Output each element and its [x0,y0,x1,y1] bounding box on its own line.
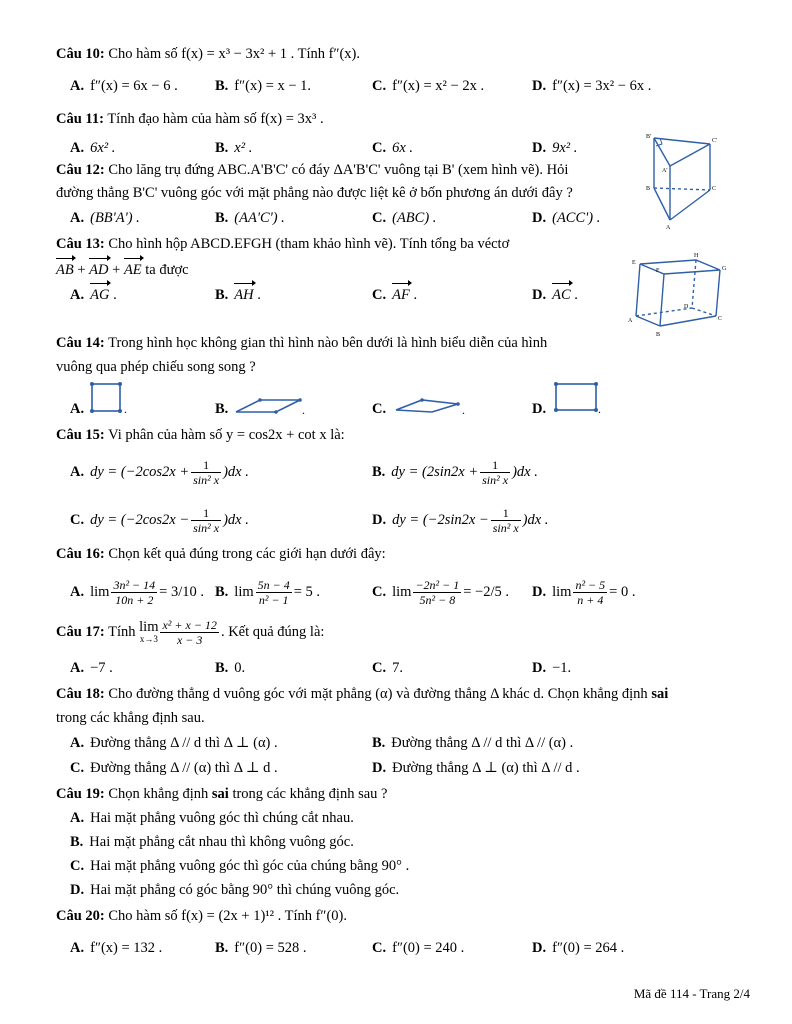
option-label: C. [372,287,387,303]
option-label: D. [372,760,387,776]
option-d: f″(0) = 264 . [552,940,625,956]
options-row [70,452,770,492]
option-label: D. [532,210,547,226]
question-14 [56,333,547,353]
question-20 [56,906,347,926]
option-label: D. [532,940,547,956]
option-label: B. [215,401,229,417]
option-d: = 0 . [609,583,636,600]
box-figure [628,250,738,340]
question-text: đường thẳng B'C' vuông góc với mặt phẳng nào được liệt kê ở bốn phương án dưới đây ? [56,185,573,201]
option-label: C. [70,858,85,874]
option-b: AH [234,287,254,303]
option-d: f″(x) = 3x² − 6x . [552,78,652,94]
option-b: = 5 . [293,583,321,600]
option-label: D. [532,401,547,417]
question-13 [56,234,509,254]
question-text: ta được [145,262,189,278]
option-punct: . [257,287,261,303]
option-punct: . [413,287,418,303]
option-c: f″(0) = 240 . [392,940,465,956]
question-text: Chọn kết quả đúng trong các giới hạn dưới đây: [108,546,386,562]
option-c: f″(x) = x² − 2x . [392,78,485,94]
question-text: Cho hàm số f(x) = x³ − 3x² + 1 . Tính f″(x). [108,46,361,62]
option-d: AC [552,287,571,303]
option-punct: . [574,287,578,303]
option-label: D. [532,660,547,676]
question-text: Cho đường thẳng d vuông góc với mặt phẳng (α) và đường thẳng Δ khác d. Chọn khẳng định [108,686,648,702]
figure-label: C [718,316,723,322]
option-label: C. [372,940,387,956]
question-text: Cho lăng trụ đứng ABC.A'B'C' có đáy ΔA'B'C' vuông tại B' (xem hình vẽ). Hỏi [108,162,569,178]
question-14-cont [56,357,256,377]
figure-label: C' [712,138,718,144]
option-label: C. [70,760,85,776]
figure-label: A [628,318,633,324]
option-d: dy = (−2sin2x − [392,511,489,528]
option-c: AF [392,287,410,303]
option-d: Đường thẳng Δ ⊥ (α) thì Δ // d . [392,760,580,776]
option-label: A. [70,463,85,480]
option-a: f″(x) = 6x − 6 . [90,78,178,94]
figure-label: A' [662,168,668,174]
question-12 [56,160,568,180]
options-row [70,500,770,540]
option-row-a [70,808,354,828]
square-option-a-figure [88,381,128,415]
option-label: B. [372,735,386,751]
question-text: Cho hàm số f(x) = (2x + 1)¹² . Tính f″(0). [108,908,347,924]
question-text-end: . Kết quả đúng là: [220,623,325,640]
option-label: D. [532,583,547,600]
figure-label: B [646,186,651,192]
option-label: B. [215,210,229,226]
option-label: B. [215,287,229,303]
rectangle-option-d-figure [552,381,608,415]
option-label: C. [372,660,387,676]
vector-ab: AB [56,262,74,278]
question-number: Câu 17: [56,623,105,640]
option-c: 7. [392,660,403,676]
option-label: A. [70,583,85,600]
question-number: Câu 11: [56,111,104,127]
option-label: C. [70,511,85,528]
option-label: B. [215,660,229,676]
question-text: trong các khẳng định sau. [56,710,205,726]
figure-label: H [694,253,699,259]
question-text: vuông qua phép chiếu song song ? [56,359,256,375]
question-number: Câu 15: [56,427,105,443]
option-label: A. [70,940,85,956]
option-d: 9x² . [552,140,578,156]
option-a: (BB'A') . [90,210,140,226]
rhombus-option-c-figure [392,396,472,416]
question-15 [56,425,345,445]
option-label: B. [70,834,84,850]
figure-label: F [656,268,660,274]
option-b: x² . [234,140,253,156]
option-c: Đường thẳng Δ // (α) thì Δ ⊥ d . [90,760,278,776]
figure-label: G [722,266,727,272]
option-punct: . [113,287,117,303]
option-c: Hai mặt phẳng vuông góc thì góc của chúng bằng 90° . [90,858,410,874]
vector-ad: AD [89,262,109,278]
parallelogram-option-b-figure [232,394,312,416]
option-c: 6x . [392,140,414,156]
option-a: = 3/10 . [159,583,204,600]
fraction: $\frac{\text{−2n² − 1}}{\text{5n² − 8}}$ [415,578,460,607]
figure-label: E [632,260,636,266]
fraction: $\frac{\text{3n² − 14}}{10n + 2}$ [113,578,156,607]
option-label: D. [532,140,547,156]
option-label: A. [70,210,85,226]
option-c: = −2/5 . [463,583,510,600]
option-label: C. [372,140,387,156]
question-13-cont: AB + AD + AE ta được [56,262,189,278]
figure-label: C [712,186,717,192]
option-b: dy = (2sin2x + [391,463,479,480]
option-label: D. [70,882,85,898]
option-a: −7 . [90,660,113,676]
option-label: A. [70,78,85,94]
option-label: A. [70,140,85,156]
fraction: $\frac{\text{x² + x − 12}}{x - 3}$ [162,618,217,647]
option-b-end: )dx . [512,463,538,480]
option-c: dy = (−2cos2x − [90,511,190,528]
option-row-b [70,832,354,852]
option-label: A. [70,660,85,676]
fraction: $\frac{1}{\text{sin² x}}$ [193,458,220,487]
question-number: Câu 19: [56,786,105,802]
option-label: D. [532,287,547,303]
option-c-end: )dx . [223,511,249,528]
option-label: B. [215,583,229,600]
limit: lim x→3 [139,618,159,644]
option-label: D. [372,511,387,528]
question-text-end: trong các khẳng định sau ? [232,786,388,802]
question-number: Câu 14: [56,335,105,351]
option-a: dy = (−2cos2x + [90,463,190,480]
question-number: Câu 10: [56,46,105,62]
question-number: Câu 16: [56,546,105,562]
question-text: Chọn khẳng định [108,786,209,802]
svg-text:.: . [302,403,305,417]
question-16 [56,544,386,564]
option-a-end: )dx . [223,463,249,480]
option-label: B. [372,463,386,480]
option-d: (ACC') . [552,210,601,226]
page-footer: Mã đề 114 - Trang 2/4 [633,986,750,1001]
question-text: Vi phân của hàm số y = cos2x + cot x là: [108,427,345,443]
option-b: Đường thẳng Δ // d thì Δ // (α) . [391,735,574,751]
question-number: Câu 13: [56,236,105,252]
question-number: Câu 20: [56,908,105,924]
option-a: Đường thẳng Δ // d thì Δ ⊥ (α) . [90,735,278,751]
option-d: Hai mặt phẳng có góc bằng 90° thì chúng vuông góc. [90,882,400,898]
options-row: A. lim $\frac{\text{3n² − 14}}{10n + 2}$ = 3/10 . B. lim $\frac{5n - 4}{\text{n² − 1}}$ = 5 . C. lim $\frac{\text{−2n² − 1}}{\text{5n² − 8}}$ = −2/5 . D. lim $\frac{\text{n² − 5}}{n + 4}$ = 0 . [70,578,636,607]
option-b: (AA'C') . [234,210,285,226]
option-a: f″(x) = 132 . [90,940,163,956]
question-number: Câu 18: [56,686,105,702]
option-label: C. [372,78,387,94]
figure-label: B' [646,134,652,140]
option-a: 6x² . [90,140,116,156]
svg-text:.: . [598,402,601,416]
option-a: AG [90,287,110,303]
question-11 [56,109,324,129]
question-12-cont [56,183,573,203]
option-row-d [70,880,399,900]
question-19 [56,784,387,804]
question-18 [56,684,668,704]
fraction: $\frac{\text{n² − 5}}{n + 4}$ [575,578,606,607]
question-17 [56,618,324,652]
option-b: f″(x) = x − 1. [234,78,312,94]
prism-figure [640,130,730,230]
option-c: (ABC) . [392,210,437,226]
option-label: B. [215,940,229,956]
option-label: A. [70,810,85,826]
option-b: Hai mặt phẳng cắt nhau thì không vuông góc. [89,834,354,850]
option-d-end: )dx . [522,511,549,528]
svg-text:.: . [462,403,465,417]
option-b: 0. [234,660,246,676]
figure-label: A [666,225,671,231]
option-label: A. [70,735,85,751]
option-label: C. [372,210,387,226]
fraction: $\frac{1}{\text{sin² x}}$ [492,506,519,535]
figure-label: B [656,332,661,338]
option-label: C. [372,401,387,417]
fraction: $\frac{5n - 4}{\text{n² − 1}}$ [257,578,290,607]
question-text: Tính [108,623,136,640]
option-label: C. [372,583,387,600]
option-label: A. [70,401,85,417]
option-label: A. [70,287,85,303]
option-label: D. [532,78,547,94]
figure-label: D [684,304,689,310]
question-number: Câu 12: [56,162,105,178]
keyword-sai: sai [651,686,669,702]
question-text: Tính đạo hàm của hàm số f(x) = 3x³ . [107,111,324,127]
question-10 [56,44,360,64]
option-label: B. [215,140,229,156]
question-text: Cho hình hộp ABCD.EFGH (tham khảo hình vẽ). Tính tổng ba véctơ [108,236,510,252]
option-d: −1. [552,660,572,676]
question-18-cont [56,708,205,728]
vector-ae: AE [123,262,142,278]
question-text: Trong hình học không gian thì hình nào bên dưới là hình biểu diễn của hình [108,335,548,351]
option-row-c [70,856,409,876]
svg-text:.: . [124,402,127,416]
fraction: $\frac{1}{\text{sin² x}}$ [193,506,220,535]
keyword-sai: sai [211,786,229,802]
fraction: $\frac{1}{\text{sin² x}}$ [482,458,509,487]
option-b: f″(0) = 528 . [234,940,307,956]
option-label: B. [215,78,229,94]
option-a: Hai mặt phẳng vuông góc thì chúng cắt nhau. [90,810,354,826]
